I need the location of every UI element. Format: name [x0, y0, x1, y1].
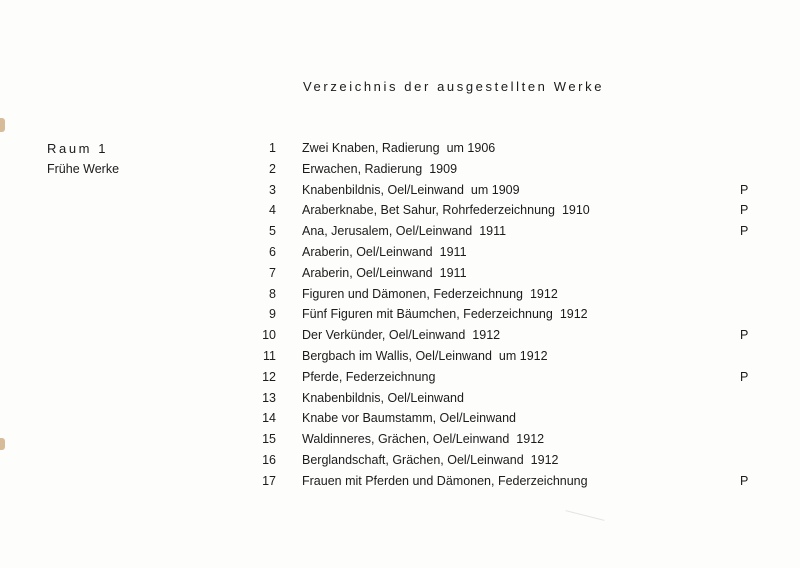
- work-title-line: [302, 141, 495, 155]
- work-title-line: [302, 224, 506, 238]
- work-title-line: [302, 203, 590, 217]
- work-year: 1912: [530, 452, 559, 467]
- work-number: 16: [262, 452, 276, 467]
- work-title: Knabenbildnis, Oel/Leinwand: [302, 182, 464, 197]
- work-mark: P: [740, 182, 749, 197]
- work-title: Berglandschaft, Grächen, Oel/Leinwand: [302, 452, 524, 467]
- list-item: [240, 287, 760, 308]
- work-year: um 1912: [498, 348, 548, 363]
- work-mark: P: [740, 328, 749, 343]
- work-title: Fünf Figuren mit Bäumchen, Federzeichnung: [302, 307, 553, 322]
- list-item: [240, 203, 760, 224]
- edge-stain: [0, 118, 5, 132]
- work-number: 4: [269, 203, 276, 218]
- edge-stain: [0, 438, 5, 450]
- list-item: [240, 328, 760, 349]
- list-item: [240, 391, 760, 412]
- work-year: 1909: [429, 161, 458, 176]
- work-number: 12: [262, 369, 276, 384]
- work-number: 7: [269, 265, 276, 280]
- work-title: Knabenbildnis, Oel/Leinwand: [302, 390, 464, 405]
- list-item: [240, 370, 760, 391]
- work-mark: P: [740, 224, 749, 239]
- work-number: 14: [262, 411, 276, 426]
- work-year: 1911: [439, 244, 467, 259]
- work-year: 1912: [472, 328, 501, 343]
- work-title-line: [302, 411, 523, 425]
- work-number: 5: [269, 224, 276, 239]
- work-number: 17: [262, 473, 276, 488]
- work-title: Knabe vor Baumstamm, Oel/Leinwand: [302, 411, 516, 426]
- work-mark: P: [740, 369, 749, 384]
- list-item: [240, 245, 760, 266]
- work-year: 1911: [439, 265, 467, 280]
- work-year: 1911: [479, 224, 507, 239]
- work-title: Araberin, Oel/Leinwand: [302, 265, 433, 280]
- list-item: [240, 453, 760, 474]
- work-title: Zwei Knaben, Radierung: [302, 141, 440, 155]
- work-title: Frauen mit Pferden und Dämonen, Federzeichnung: [302, 473, 588, 488]
- list-item: [240, 411, 760, 432]
- work-title: Der Verkünder, Oel/Leinwand: [302, 328, 466, 343]
- work-title-line: [302, 328, 500, 342]
- list-item: [240, 162, 760, 183]
- work-title-line: [302, 370, 442, 384]
- work-year: um 1906: [446, 141, 496, 155]
- work-title-line: [302, 474, 595, 488]
- list-item: [240, 349, 760, 370]
- work-title-line: [302, 287, 558, 301]
- work-title: Erwachen, Radierung: [302, 161, 423, 176]
- work-year: 1912: [559, 307, 588, 322]
- work-number: 1: [269, 141, 276, 155]
- work-number: 2: [269, 161, 276, 176]
- work-title-line: [302, 307, 588, 321]
- work-year: um 1909: [470, 182, 520, 197]
- work-title: Araberin, Oel/Leinwand: [302, 244, 433, 259]
- work-title: Ana, Jerusalem, Oel/Leinwand: [302, 224, 473, 239]
- work-number: 3: [269, 182, 276, 197]
- list-item: [240, 183, 760, 204]
- work-title: Waldinneres, Grächen, Oel/Leinwand: [302, 432, 510, 447]
- works-list: [240, 141, 760, 495]
- work-title-line: [302, 349, 548, 363]
- work-title-line: [302, 245, 467, 259]
- list-item: [240, 474, 760, 495]
- list-item: [240, 141, 760, 162]
- paper-smudge: [565, 510, 604, 521]
- work-year: 1910: [561, 203, 590, 218]
- list-item: [240, 432, 760, 453]
- work-title: Araberknabe, Bet Sahur, Rohrfederzeichnung: [302, 203, 555, 218]
- work-number: 9: [269, 307, 276, 322]
- work-title-line: [302, 162, 457, 176]
- work-title: Bergbach im Wallis, Oel/Leinwand: [302, 348, 492, 363]
- list-item: [240, 224, 760, 245]
- work-mark: P: [740, 203, 749, 218]
- work-year: 1912: [516, 432, 545, 447]
- work-number: 15: [262, 432, 276, 447]
- work-title: Figuren und Dämonen, Federzeichnung: [302, 286, 523, 301]
- work-year: 1912: [529, 286, 558, 301]
- work-title: Pferde, Federzeichnung: [302, 369, 436, 384]
- work-title-line: [302, 453, 558, 467]
- work-title-line: [302, 432, 544, 446]
- work-number: 11: [263, 348, 276, 363]
- section-label: Frühe Werke: [47, 162, 120, 176]
- work-title-line: [302, 391, 471, 405]
- list-item: [240, 266, 760, 287]
- room-label: Raum 1: [47, 141, 109, 156]
- work-number: 6: [269, 244, 276, 259]
- work-number: 13: [262, 390, 276, 405]
- work-title-line: [302, 266, 467, 280]
- page-title: Verzeichnis der ausgestellten Werke: [303, 79, 605, 94]
- work-number: 10: [262, 328, 276, 343]
- work-title-line: [302, 183, 520, 197]
- work-number: 8: [269, 286, 276, 301]
- work-mark: P: [740, 473, 749, 488]
- list-item: [240, 307, 760, 328]
